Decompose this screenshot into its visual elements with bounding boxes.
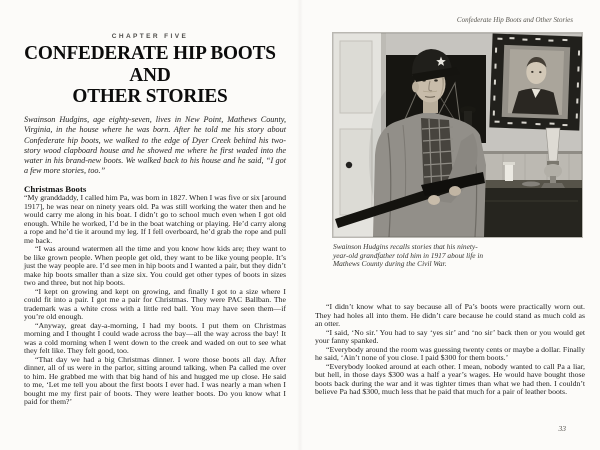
paragraph: “I didn’t know what to say because all of Pa’s boots were practically worn out. They had holes all into them. He didn’t care because he could stand as much cold as an otter. bbox=[315, 302, 585, 328]
photo-caption: Swainson Hudgins recalls stories that his ninety-year-old grandfather told him in 1917 about life in Mathews County during the Civil War. bbox=[333, 242, 484, 269]
door-knob bbox=[346, 162, 352, 168]
left-page-body bbox=[24, 194, 286, 407]
running-header: Confederate Hip Boots and Other Stories bbox=[456, 16, 573, 24]
hand bbox=[428, 195, 440, 205]
paragraph: “Anyway, great day-a-morning, I had my boots. I put them on Christmas morning and I thought I could wade across the bay—all the way across the bay! It was a cold morning when I went down to the creek and waded on out to see what they felt like. They felt good, too. bbox=[24, 320, 286, 355]
paragraph: “I said, ‘No sir.’ You had to say ‘yes sir’ and ‘no sir’ back then or you would get your fanny spanked. bbox=[315, 327, 585, 345]
page-number: 33 bbox=[558, 424, 566, 433]
hand bbox=[449, 186, 461, 196]
paragraph: “Everybody looked around at each other. I mean, nobody wanted to call Pa a liar, but hell, in those days $300 was a half a year’s wages. He would have bought those boots back during the war and it was tighter times than what we had then. I couldn’t believe Pa had $300, much less that he paid that much for a pair of leather boots. bbox=[315, 361, 585, 396]
paragraph: “I kept on growing and kept on growing, and finally I got to a size where I could fit into a pair. I got me a pair for Christmas. They were PAC Ballban. The trademark was a white cross with a little red ball. You may have seen them—if you’re old enough. bbox=[24, 286, 286, 321]
paragraph: “My granddaddy, I called him Pa, was born in 1827. When I was five or six [around 1917], he was near on ninety years old. Pa was still working the water then and he would carry me along in his boat. I didn’t go to school much even when I got old enough. While he worked, I’d be in the boat watching or playing. He’d carry along a rope and he’d tie it around my leg. If I fell overboard, he’d grab the rope and pull me back. bbox=[24, 193, 286, 245]
paragraph: “That day we had a big Christmas dinner. I wore those boots all day. After dinner, all of us were in the parlor, sitting around talking, when Pa called me over to him. He grabbed me with that big hand of his and hugged me up close. He said to me, ‘Let me tell you about the first boots I ever had. I was nearly a man when I bought me my first pair of boots. They were leather boots. Do you know what I paid for them?’ bbox=[24, 354, 286, 406]
chapter-title-line2: OTHER STORIES bbox=[72, 85, 228, 107]
chapter-title bbox=[22, 43, 278, 108]
right-page-body bbox=[315, 303, 585, 397]
portrait-frame bbox=[489, 33, 582, 130]
ear bbox=[412, 82, 419, 93]
chapter-label: CHAPTER FIVE bbox=[111, 33, 189, 40]
chapter-intro: Swainson Hudgins, age eighty-seven, lives in New Point, Mathews County, Virginia, in the house where he was born. After he told me his story about Confederate hip boots, we walked to the edge of Dyer Creek behind his two-story wood clapboard house and he showed me where he first waded into the water in his brand-new boots. We walked back to his house and he said, “I got a few more stories, too.” bbox=[24, 115, 286, 176]
photo-swainson-hudgins bbox=[333, 33, 582, 237]
paragraph: “Everybody around the room was guessing twenty cents or maybe a dollar. Finally he said, ‘Ain’t none of you close. I paid $300 for them boots.’ bbox=[315, 344, 585, 362]
paragraph: “I was around watermen all the time and you know how kids are; they want to be like grown people. When people get old, they want to be like young people. It’s just the way people are. I’d see men in hip boots and I wanted a pair, but they didn’t make hip boots smaller than a size six. You could get other types of boots in sizes two and three, but not hip boots. bbox=[24, 244, 286, 287]
section-heading: Christmas Boots bbox=[24, 184, 87, 194]
chapter-title-line1: CONFEDERATE HIP BOOTS AND bbox=[24, 42, 276, 86]
dish bbox=[522, 182, 540, 187]
dresser bbox=[479, 180, 582, 237]
